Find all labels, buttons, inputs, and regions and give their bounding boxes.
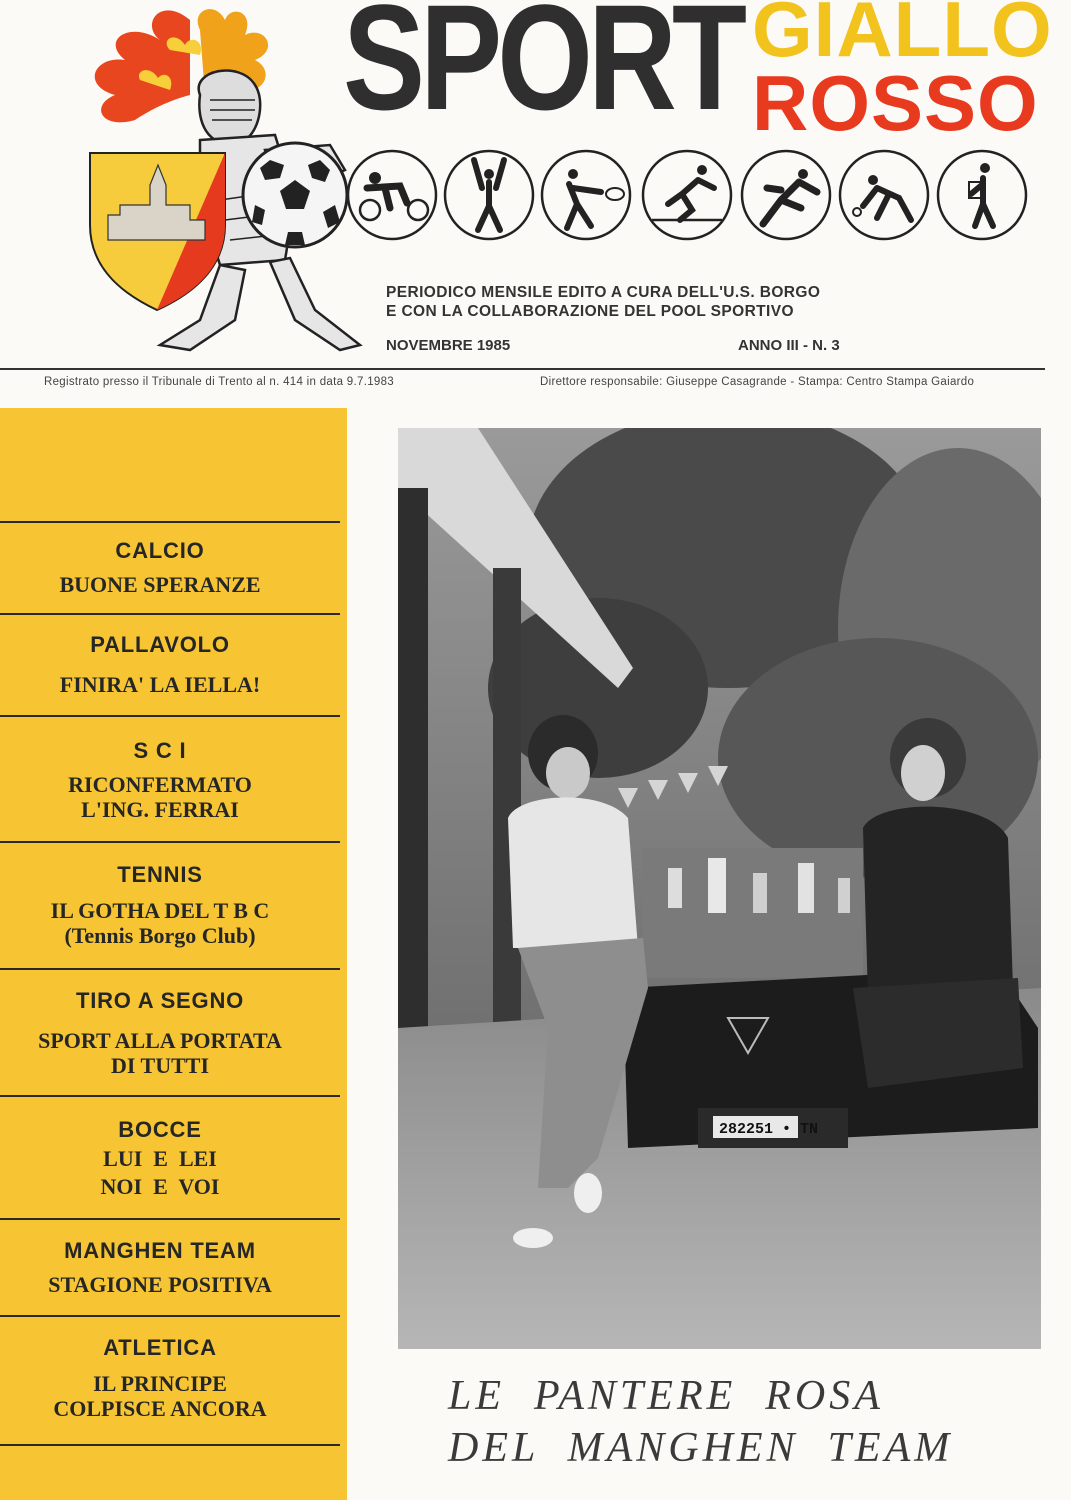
section-headline: BUONE SPERANZE xyxy=(59,572,261,597)
sidebar-divider xyxy=(0,521,340,523)
section-name: TENNIS xyxy=(117,862,203,887)
sidebar-divider xyxy=(0,1315,340,1317)
masthead-subtitle xyxy=(386,283,820,321)
running-icon xyxy=(739,148,833,242)
sidebar-divider xyxy=(0,1218,340,1220)
borgo-coat-of-arms xyxy=(90,153,225,310)
section-name: TIRO A SEGNO xyxy=(75,988,245,1013)
section-headline: IL GOTHA DEL T B C (Tennis Borgo Club) xyxy=(50,898,270,948)
masthead-title-sport: SPORT xyxy=(343,0,743,141)
contents-sidebar xyxy=(0,408,347,1500)
section-headline: STAGIONE POSITIVA xyxy=(48,1272,272,1297)
credits-note: Direttore responsabile: Giuseppe Casagrande - Stampa: Centro Stampa Gaiardo xyxy=(540,376,975,388)
section-calcio[interactable] xyxy=(0,538,320,597)
knight-logo xyxy=(40,0,370,365)
section-bocce[interactable] xyxy=(0,1117,320,1201)
section-name: PALLAVOLO xyxy=(90,632,230,657)
section-name: S C I xyxy=(133,738,187,763)
section-headline: IL PRINCIPE COLPISCE ANCORA xyxy=(53,1371,267,1421)
masthead-title-rosso: ROSSO xyxy=(752,59,1039,147)
subtitle-line-2: E CON LA COLLABORAZIONE DEL POOL SPORTIVO xyxy=(386,303,794,320)
sidebar-divider xyxy=(0,1095,340,1097)
cover-caption xyxy=(448,1370,953,1474)
section-headline: RICONFERMATO L'ING. FERRAI xyxy=(68,772,252,822)
sidebar-divider xyxy=(0,715,340,717)
masthead-rule xyxy=(0,368,1045,370)
section-tiro-a-segno[interactable] xyxy=(0,988,320,1078)
shooting-icon xyxy=(935,148,1029,242)
football-icon xyxy=(243,143,347,247)
subtitle-line-1: PERIODICO MENSILE EDITO A CURA DELL'U.S. BORGO xyxy=(386,284,821,301)
cover-photo xyxy=(398,428,1041,1349)
knight-helmet xyxy=(199,71,261,140)
section-headline: SPORT ALLA PORTATA DI TUTTI xyxy=(38,1028,282,1078)
volleyball-icon xyxy=(442,148,536,242)
skiing-icon xyxy=(640,148,734,242)
bocce-icon xyxy=(837,148,931,242)
section-headline: LUI E LEI NOI E VOI xyxy=(100,1146,220,1199)
section-pallavolo[interactable] xyxy=(0,632,320,697)
sidebar-divider xyxy=(0,968,340,970)
section-tennis[interactable] xyxy=(0,862,320,948)
section-name: MANGHEN TEAM xyxy=(64,1238,256,1263)
sidebar-divider xyxy=(0,613,340,615)
registration-note: Registrato presso il Tribunale di Trento al n. 414 in data 9.7.1983 xyxy=(44,376,394,388)
trophies xyxy=(643,848,863,978)
sidebar-divider xyxy=(0,841,340,843)
section-sci[interactable] xyxy=(0,738,320,822)
issue-date: NOVEMBRE 1985 xyxy=(386,337,511,354)
sidebar-divider xyxy=(0,1444,340,1446)
section-manghen-team[interactable] xyxy=(0,1238,320,1297)
section-name: BOCCE xyxy=(118,1117,202,1142)
section-name: ATLETICA xyxy=(103,1335,217,1360)
caption-line-2: DEL MANGHEN TEAM xyxy=(448,1425,954,1471)
section-name: CALCIO xyxy=(115,538,205,563)
tennis-icon xyxy=(539,148,633,242)
section-headline: FINIRA' LA IELLA! xyxy=(59,672,261,697)
caption-line-1: LE PANTERE ROSA xyxy=(448,1373,884,1419)
masthead-title-giallo: GIALLO xyxy=(752,0,1053,73)
section-atletica[interactable] xyxy=(0,1335,320,1421)
issue-number: ANNO III - N. 3 xyxy=(738,337,840,354)
cycling-icon xyxy=(345,148,439,242)
license-plate: 282251 • TN xyxy=(719,1121,819,1138)
sport-pictogram-row xyxy=(345,148,1035,248)
